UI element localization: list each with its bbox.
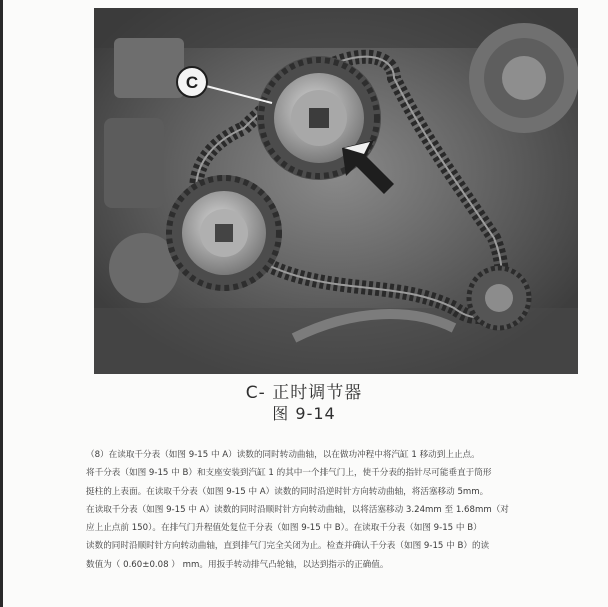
text-line: 将千分表（如图 9-15 中 B）和支座安装到汽缸 1 的其中一个排气门上，使千分表的指针尽可能垂直于筒形 bbox=[86, 468, 492, 479]
text-line: 读数的同时沿顺时针方向转动曲轴，直到排气门完全关闭为止。检查并确认千分表（如图 9-15 中 B）的读 bbox=[86, 541, 490, 552]
figure-caption-title: C- 正时调节器 bbox=[245, 383, 363, 403]
page-edge-rule bbox=[0, 0, 3, 607]
text-line: 在读取千分表（如图 9-15 中 A）读数的同时沿顺时针方向转动曲轴，以将活塞移动 3.24mm 至 1.68mm（对 bbox=[86, 504, 509, 515]
text-line: 应上止点前 150）。在排气门升程值处复位千分表（如图 9-15 中 B）。在读取千分表（如图 9-15 中 B） bbox=[86, 523, 482, 534]
text-line: 数值为（ 0.60±0.08 ） mm。用扳手转动排气凸轮轴，以达到指示的正确值。 bbox=[86, 559, 389, 570]
figure-number: 图 9-14 bbox=[272, 404, 336, 423]
text-line: 挺柱的上表面。在读取千分表（如图 9-15 中 A）读数的同时沿逆时针方向转动曲轴，将活塞移动 5mm。 bbox=[86, 486, 489, 497]
engine-timing-photo bbox=[94, 8, 578, 374]
body-paragraph bbox=[86, 446, 556, 574]
callout-label-c: C bbox=[185, 73, 199, 92]
text-line: （8）在读取千分表（如图 9-15 中 A）读数的同时转动曲轴，以在做功冲程中将汽缸 1 移动到上止点。 bbox=[86, 450, 480, 460]
